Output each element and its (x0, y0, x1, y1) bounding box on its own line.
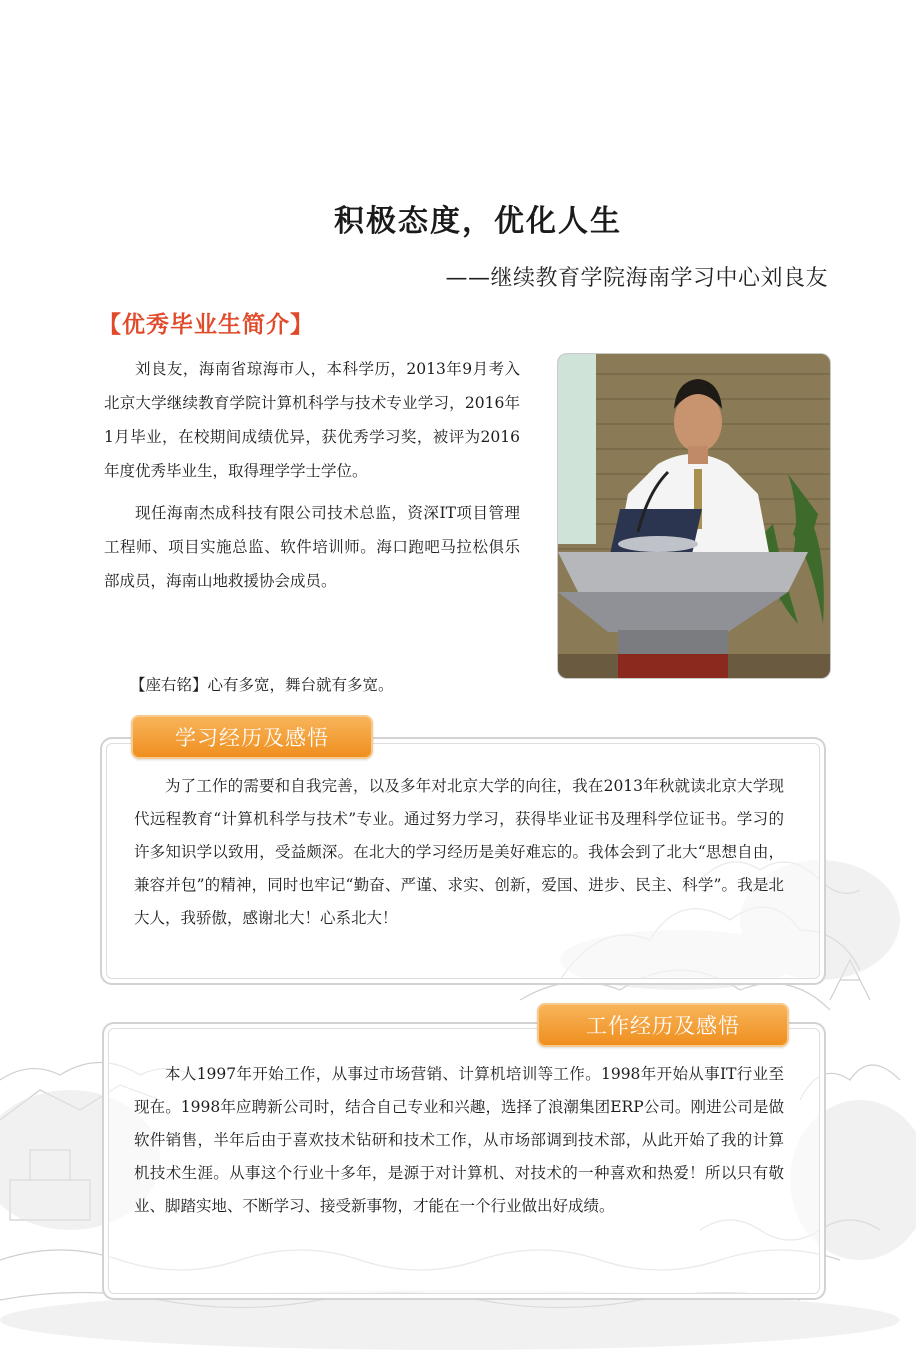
motto: 【座右铭】心有多宽，舞台就有多宽。 (130, 676, 394, 694)
study-section-tab: 学习经历及感悟 (131, 715, 373, 759)
study-section-body (134, 770, 784, 935)
work-section-tab: 工作经历及感悟 (537, 1003, 789, 1047)
article-subtitle: ——继续教育学院海南学习中心刘良友 (445, 266, 828, 291)
work-section-body (134, 1058, 784, 1223)
profile-paragraph-2: 现任海南杰成科技有限公司技术总监，资深IT项目管理工程师、项目实施总监、软件培训师。海口跑吧马拉松俱乐部成员，海南山地救援协会成员。 (104, 504, 520, 590)
graduate-photo (558, 354, 830, 678)
article-title: 积极态度，优化人生 (334, 204, 622, 239)
work-paragraph: 本人1997年开始工作，从事过市场营销、计算机培训等工作。1998年开始从事IT行业至现在。1998年应聘新公司时，结合自己专业和兴趣，选择了浪潮集团ERP公司。刚进公司是做软件销售，半年后由于喜欢技术钻研和技术工作，从市场部调到技术部，从此开始了我的计算机技术生涯。从事这个行业十多年，是源于对计算机、对技术的一种喜欢和热爱！所以只有敬业、脚踏实地、不断学习、接受新事物，才能在一个行业做出好成绩。 (134, 1065, 784, 1215)
study-paragraph: 为了工作的需要和自我完善，以及多年对北京大学的向往，我在2013年秋就读北京大学现代远程教育“计算机科学与技术”专业。通过努力学习，获得毕业证书及理科学位证书。学习的许多知识学以致用，受益颇深。在北大的学习经历是美好难忘的。我体会到了北大“思想自由，兼容并包”的精神，同时也牢记“勤奋、严谨、求实、创新，爱国、进步、民主、科学”。我是北大人，我骄傲，感谢北大！心系北大！ (134, 777, 784, 927)
profile-heading: 【优秀毕业生简介】 (98, 312, 314, 338)
profile-intro (104, 352, 520, 598)
profile-paragraph-1: 刘良友，海南省琼海市人，本科学历，2013年9月考入北京大学继续教育学院计算机科学与技术专业学习，2016年1月毕业，在校期间成绩优异，获优秀学习奖，被评为2016年度优秀毕业生，取得理学学士学位。 (104, 360, 520, 480)
